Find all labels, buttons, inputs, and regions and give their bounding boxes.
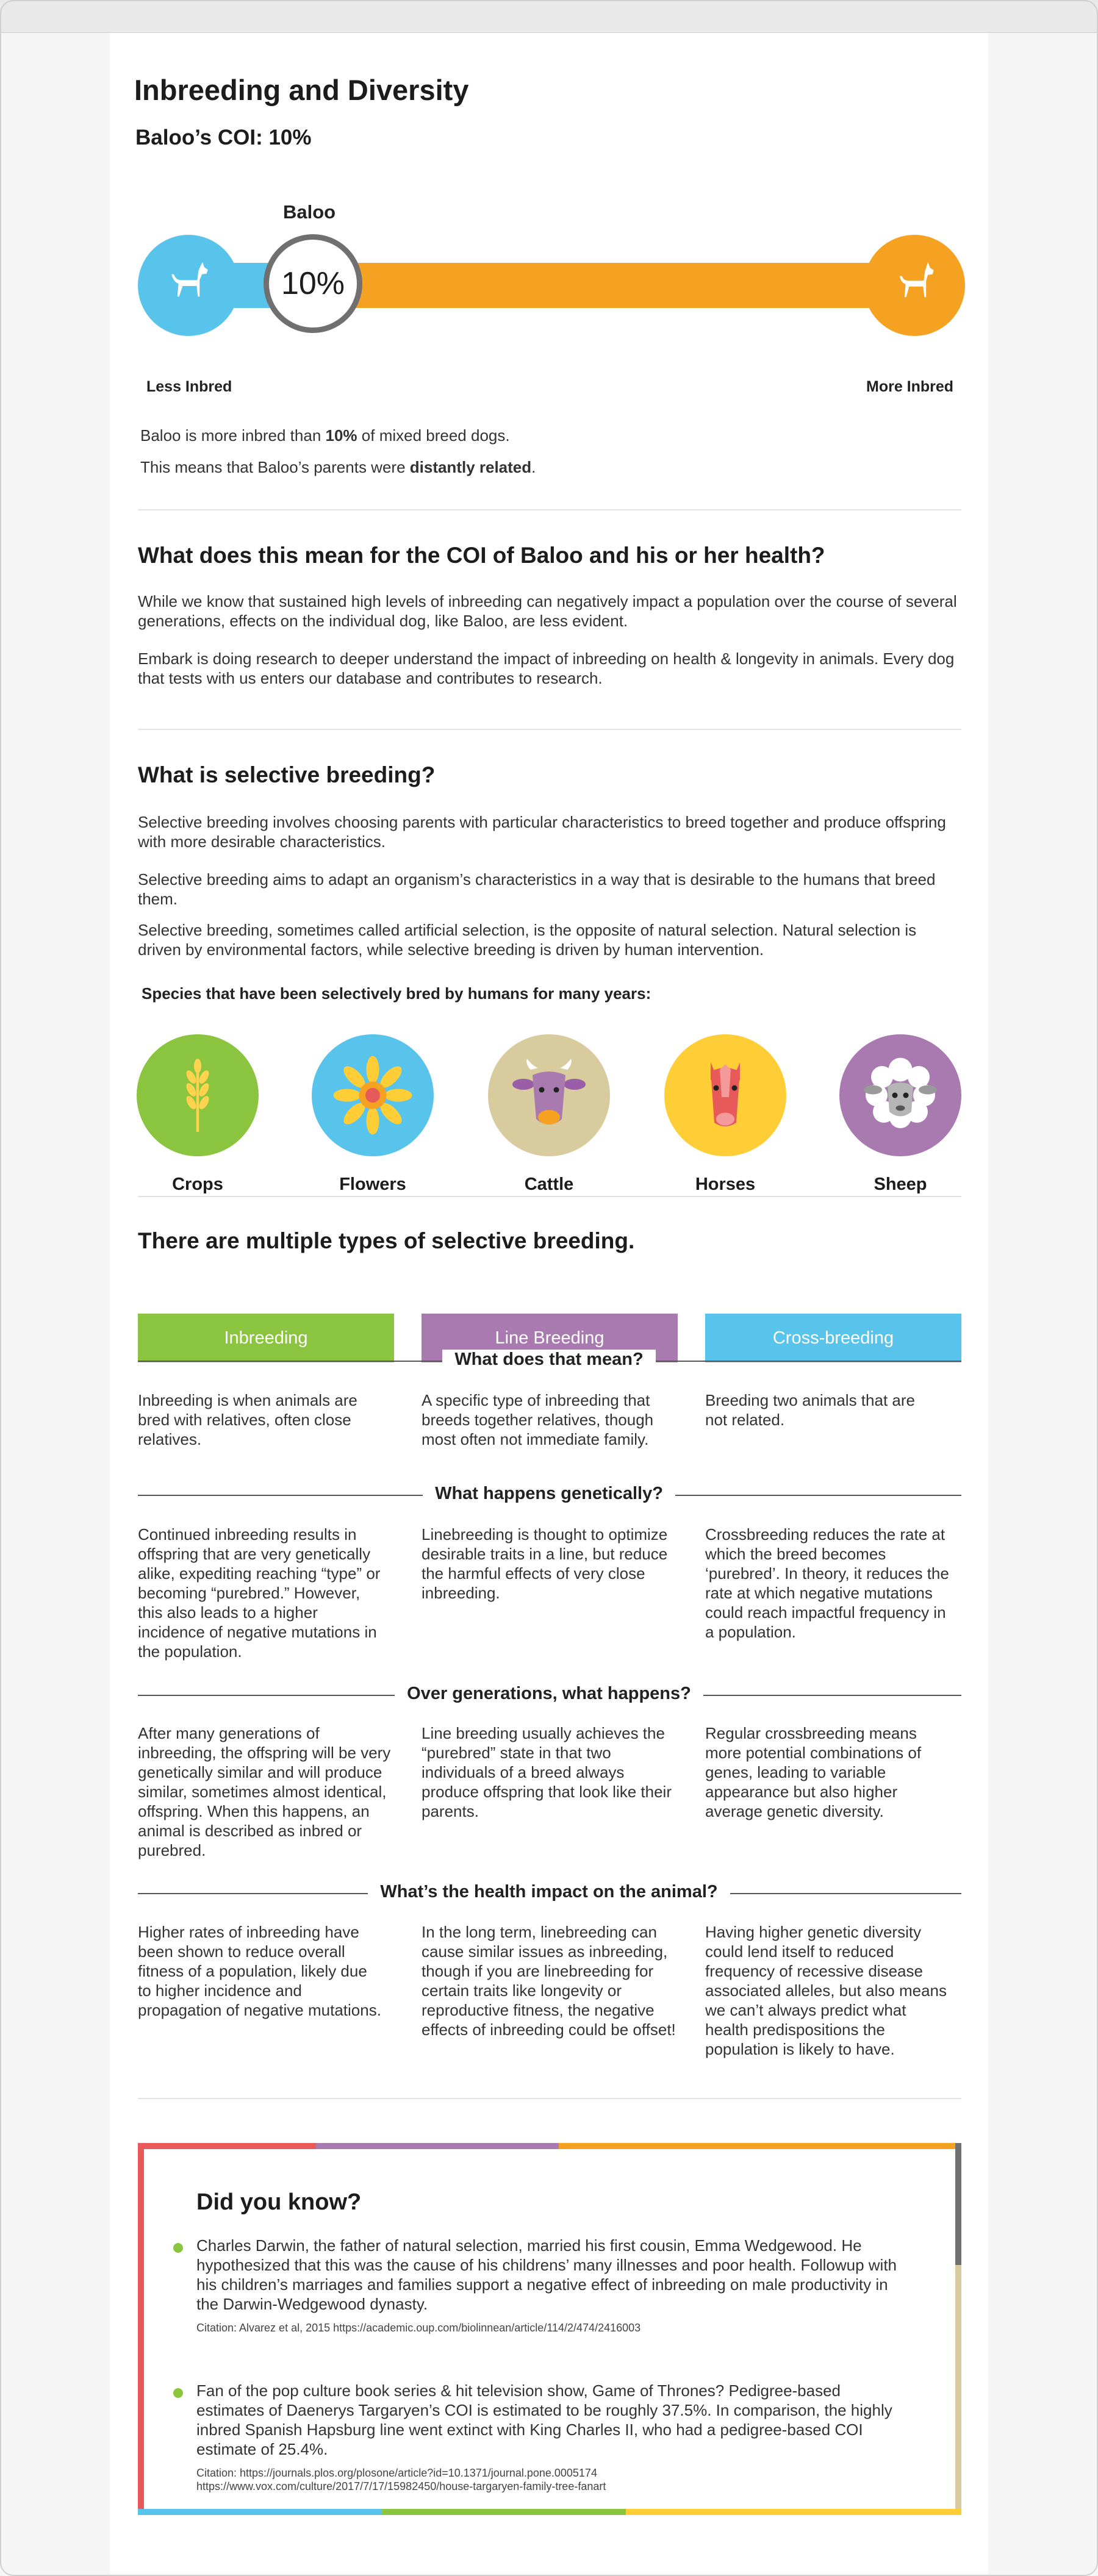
dog-name-label: Baloo bbox=[283, 201, 336, 223]
fact-item bbox=[196, 2236, 898, 2334]
horse-icon bbox=[664, 1034, 786, 1156]
fact-citation: Citation: https://journals.plos.org/plosone/article?id=10.1371/journal.pone.0005174 https://www.vox.com/culture/2017/7/17/15982450/house-targaryen-family-tree-fanart bbox=[196, 2467, 606, 2492]
health-heading: What does this mean for the COI of Baloo and his or her health? bbox=[138, 543, 825, 568]
species-label: Crops bbox=[172, 1175, 223, 1194]
species-sheep bbox=[839, 1034, 961, 1195]
less-inbred-dog-icon bbox=[138, 235, 239, 336]
divider bbox=[138, 1196, 961, 1197]
fact-item bbox=[196, 2381, 898, 2493]
inbreeding-generations: After many generations of inbreeding, the offspring will be very genetically similar and will produce similar, sometimes almost identical, offspring. When this happens, an animal is described as inbred or purebred. bbox=[138, 1724, 391, 1859]
cow-icon bbox=[488, 1034, 610, 1156]
bullet-icon bbox=[173, 2243, 183, 2253]
tab-line-breeding[interactable]: Line Breeding bbox=[422, 1314, 678, 1362]
fact-citation: Citation: Alvarez et al, 2015 https://academic.oup.com/biolinnean/article/114/2/474/2416003 bbox=[196, 2322, 641, 2334]
inbreeding-genetics: Continued inbreeding results in offspring that are very genetically alike, expediting reaching “type” or becoming “purebred.” However, this also leads to a higher incidence of negative mutations in the population. bbox=[138, 1525, 381, 1661]
cross-breeding-genetics: Crossbreeding reduces the rate at which the breed becomes ‘purebred’. In theory, it reduces the rate at which negative mutations could reach impactful frequency in a population. bbox=[705, 1525, 949, 1641]
divider bbox=[138, 2098, 961, 2099]
types-heading: There are multiple types of selective breeding. bbox=[138, 1228, 635, 1253]
line-breeding-genetics: Linebreeding is thought to optimize desirable traits in a line, but reduce the harmful effects of very close inbreeding. bbox=[422, 1525, 668, 1602]
divider bbox=[138, 509, 961, 510]
line-breeding-generations: Line breeding usually achieves the “purebred” state in that two individuals of a breed always produce offspring that look like their parents. bbox=[422, 1724, 672, 1820]
species-label: Flowers bbox=[339, 1175, 406, 1194]
selective-paragraph-2: Selective breeding aims to adapt an organism’s characteristics in a way that is desirable to the humans that breed them. bbox=[138, 870, 936, 908]
section-heading: What’s the health impact on the animal? bbox=[110, 1882, 988, 1902]
line-breeding-health: In the long term, linebreeding can cause similar issues as inbreeding, though if you are linebreeding for certain traits like longevity or reproductive fitness, the negative effects of inbreeding could be offset! bbox=[422, 1923, 676, 2039]
species-cattle bbox=[488, 1034, 610, 1195]
cross-breeding-meaning: Breeding two animals that are not related. bbox=[705, 1391, 915, 1429]
browser-top-bar bbox=[0, 0, 1098, 33]
coi-indicator: 10% bbox=[264, 234, 362, 333]
cross-breeding-health: Having higher genetic diversity could lend itself to reduced frequency of recessive disease associated alleles, but also means we can’t always predict what health predispositions the population is likely to have. bbox=[705, 1923, 947, 2058]
section-heading: What happens genetically? bbox=[110, 1484, 988, 1504]
health-paragraph-2: Embark is doing research to deeper understand the impact of inbreeding on health & longevity in animals. Every dog that tests with us enters our database and contributes to research. bbox=[138, 649, 955, 687]
health-paragraph-1: While we know that sustained high levels of inbreeding can negatively impact a population over the course of several generations, effects on the individual dog, like Baloo, are less evident. bbox=[138, 592, 957, 630]
more-inbred-dog-icon bbox=[864, 235, 965, 336]
species-crops bbox=[137, 1034, 259, 1195]
page-title: Inbreeding and Diversity bbox=[134, 74, 469, 106]
coi-bar-high bbox=[336, 263, 878, 308]
bullet-icon bbox=[173, 2388, 183, 2398]
more-inbred-label: More Inbred bbox=[866, 378, 954, 395]
tab-cross-breeding[interactable]: Cross-breeding bbox=[705, 1314, 961, 1362]
inbreeding-health: Higher rates of inbreeding have been shown to reduce overall fitness of a population, likely due to higher incidence and propagation of negative mutations. bbox=[138, 1923, 381, 2019]
report-card bbox=[110, 33, 988, 2576]
selective-breeding-heading: What is selective breeding? bbox=[138, 762, 436, 787]
parents-relation-text: This means that Baloo’s parents were distantly related. bbox=[140, 458, 536, 476]
cross-breeding-generations: Regular crossbreeding means more potential combinations of genes, leading to variable appearance but also higher average genetic diversity. bbox=[705, 1724, 922, 1820]
sunflower-icon bbox=[312, 1034, 434, 1156]
tab-inbreeding[interactable]: Inbreeding bbox=[138, 1314, 394, 1362]
fact-text: Fan of the pop culture book series & hit television show, Game of Thrones? Pedigree-based estimates of Daenerys Targaryen’s COI is estimated to be roughly 37.5%. In comparison, the highly inbred Spanish Hapsburg line went extinct with King Charles II, who had a pedigree-based COI estimate of 25.4%. bbox=[196, 2381, 892, 2458]
inbred-comparison-text: Baloo is more inbred than 10% of mixed breed dogs. bbox=[140, 426, 510, 445]
species-flowers bbox=[312, 1034, 434, 1195]
sheep-icon bbox=[839, 1034, 961, 1156]
species-label: Cattle bbox=[524, 1175, 574, 1194]
less-inbred-label: Less Inbred bbox=[146, 378, 232, 395]
selective-paragraph-3: Selective breeding, sometimes called artificial selection, is the opposite of natural selection. Natural selection is driven by environmental factors, while selective breeding is driven by human intervention. bbox=[138, 921, 917, 959]
coi-heading: Baloo’s COI: 10% bbox=[135, 126, 312, 149]
divider bbox=[138, 729, 961, 730]
species-horses bbox=[664, 1034, 786, 1195]
section-heading: What does that mean? bbox=[110, 1350, 988, 1370]
species-label: Sheep bbox=[874, 1175, 927, 1194]
selective-paragraph-1: Selective breeding involves choosing parents with particular characteristics to breed together and produce offspring with more desirable characteristics. bbox=[138, 813, 946, 851]
inbreeding-meaning: Inbreeding is when animals are bred with relatives, often close relatives. bbox=[138, 1391, 357, 1448]
species-heading: Species that have been selectively bred by humans for many years: bbox=[142, 984, 651, 1003]
did-you-know-title: Did you know? bbox=[196, 2189, 362, 2215]
section-heading: Over generations, what happens? bbox=[110, 1684, 988, 1704]
wheat-icon bbox=[137, 1034, 259, 1156]
did-you-know-box bbox=[138, 2143, 961, 2515]
fact-text: Charles Darwin, the father of natural selection, married his first cousin, Emma Wedgewood. He hypothesized that this was the cause of his childrens’ many illnesses and poor health. Followup with his children’s marriages and families support a negative effect of inbreeding on male productivity in the Darwin-Wedgewood dynasty. bbox=[196, 2236, 897, 2313]
species-label: Horses bbox=[695, 1175, 756, 1194]
line-breeding-meaning: A specific type of inbreeding that breeds together relatives, though most often not immediate family. bbox=[422, 1391, 654, 1448]
